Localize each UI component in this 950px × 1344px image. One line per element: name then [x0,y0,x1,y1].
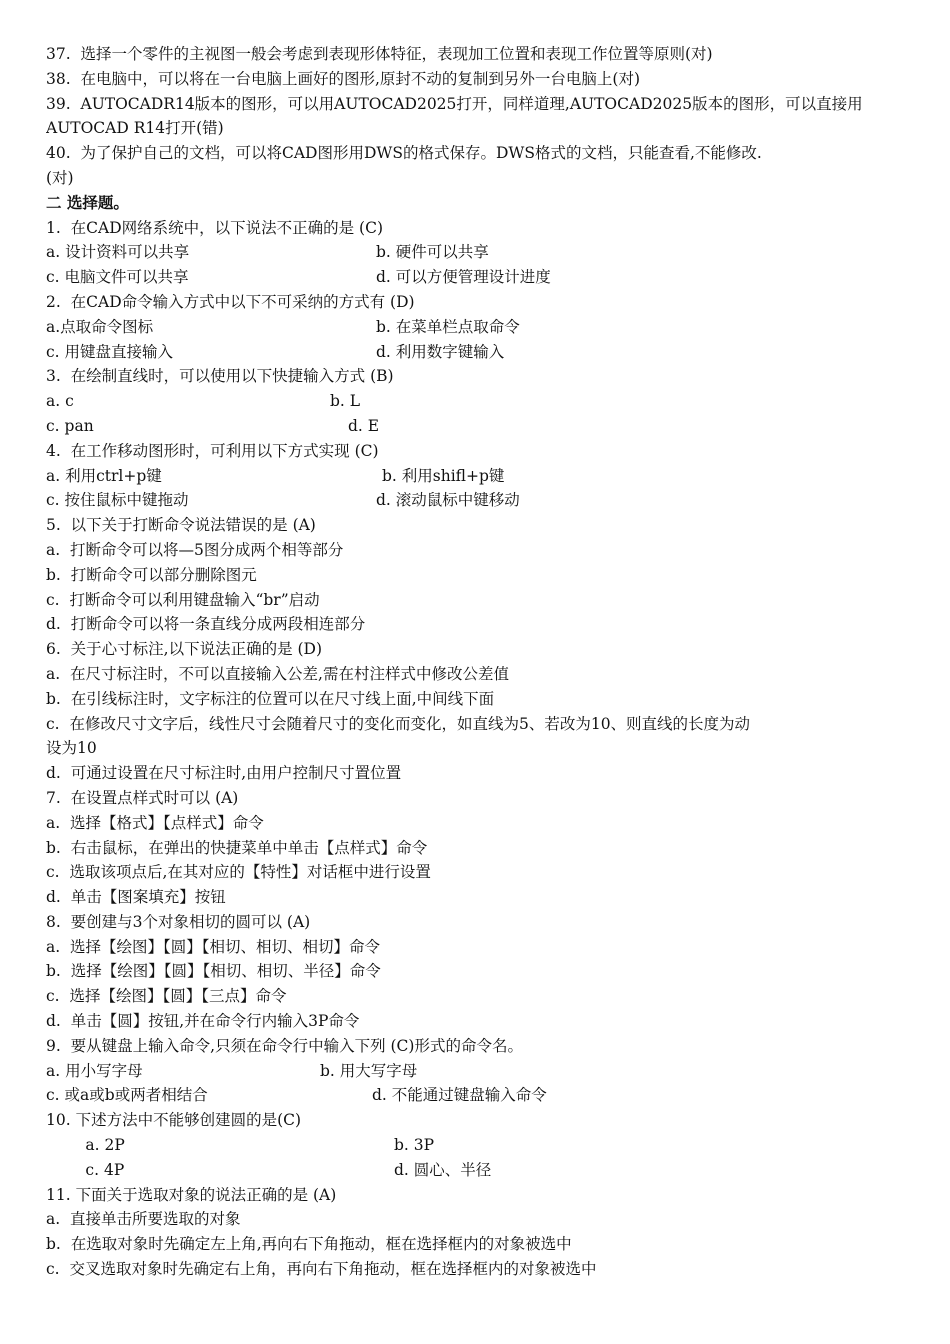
text-line: d. 单击【图案填充】按钮 [46,888,226,907]
text-line: 4. 在工作移动图形时，可利用以下方式实现 (C) [46,441,379,460]
text-line: b. 右击鼠标，在弹出的快捷菜单中单击【点样式】命令 [46,838,428,857]
text-line: d. 可通过设置在尺寸标注时,由用户控制尺寸置位置 [46,764,402,783]
option-row [46,315,920,340]
option-left: a. c [46,392,74,411]
option-row [46,464,920,489]
option-left: a. 2P [46,1136,125,1155]
option-right: d. 圆心、半径 [394,1160,492,1179]
text-line: c. 交叉选取对象时先确定右上角，再向右下角拖动，框在选择框内的对象被选中 [46,1260,597,1279]
option-row [46,1083,920,1108]
text-line: a. 选择【绘图】【圆】【相切、相切、相切】命令 [46,937,381,956]
text-line: b. 在选取对象时先确定左上角,再向右下角拖动，框在选择框内的对象被选中 [46,1235,572,1254]
text-line: c. 选择【绘图】【圆】【三点】命令 [46,987,287,1006]
text-line: a. 在尺寸标注时，不可以直接输入公差,需在村注样式中修改公差值 [46,664,509,683]
option-row [46,1059,920,1084]
option-left: a. 用小写字母 [46,1061,143,1080]
text-line: 40. 为了保护自己的文档，可以将CAD图形用DWS的格式保存。DWS格式的文档，只能查看,不能修改. [46,144,762,163]
text-line: (对) [46,168,74,187]
option-right: d. 可以方便管理设计进度 [376,268,551,287]
option-row [46,389,920,414]
text-line: 7. 在设置点样式时可以 (A) [46,788,239,807]
text-line: 3. 在绘制直线时，可以使用以下快捷输入方式 (B) [46,367,394,386]
option-row [46,488,920,513]
option-left: a. 设计资料可以共享 [46,243,190,262]
option-right: d. 滚动鼠标中键移动 [376,491,520,510]
option-row [46,1158,920,1183]
option-row [46,414,920,439]
text-line: d. 打断命令可以将一条直线分成两段相连部分 [46,615,366,634]
option-left: a.点取命令图标 [46,317,154,336]
option-right: d. E [348,416,380,435]
text-line: b. 打断命令可以部分删除图元 [46,565,257,584]
text-line: 1. 在CAD网络系统中，以下说法不正确的是 (C) [46,218,384,237]
text-line: c. 选取该项点后,在其对应的【特性】对话框中进行设置 [46,863,431,882]
option-row [46,240,920,265]
option-right: b. 利用shifl+p键 [382,466,505,485]
text-line: 6. 关于心寸标注,以下说法正确的是 (D) [46,640,323,659]
option-left: c. 电脑文件可以共享 [46,268,189,287]
option-right: b. 在菜单栏点取命令 [376,317,520,336]
text-line: 5. 以下关于打断命令说法错误的是 (A) [46,516,316,535]
text-line: 11. 下面关于选取对象的说法正确的是 (A) [46,1185,337,1204]
section-heading: 二 选择题。 [46,192,129,212]
text-line: AUTOCAD R14打开(错) [46,119,224,138]
text-line: d. 单击【圆】按钮,并在命令行内输入3P命令 [46,1012,360,1031]
option-right: d. 不能通过键盘输入命令 [372,1086,547,1105]
option-row [46,340,920,365]
text-line: c. 打断命令可以利用键盘输入“br”启动 [46,590,320,609]
option-right: b. L [330,392,361,411]
text-line: 37. 选择一个零件的主视图一般会考虑到表现形体特征，表现加工位置和表现工作位置等原则(对) [46,45,713,63]
text-line: 39. AUTOCADR14版本的图形，可以用AUTOCAD2025打开，同样道理,AUTOCAD2025版本的图形，可以直接用 [46,94,863,113]
option-row [46,265,920,290]
option-left: c. 4P [46,1160,125,1179]
text-line: 10. 下述方法中不能够创建圆的是(C) [46,1111,302,1130]
text-line: a. 打断命令可以将—5图分成两个相等部分 [46,540,344,559]
option-right: b. 硬件可以共享 [376,243,489,262]
option-left: a. 利用ctrl+p键 [46,466,162,485]
text-line: b. 在引线标注时，文字标注的位置可以在尺寸线上面,中间线下面 [46,689,495,708]
text-line: a. 直接单击所要选取的对象 [46,1210,241,1229]
option-row [46,1133,920,1158]
text-line: c. 在修改尺寸文字后，线性尺寸会随着尺寸的变化而变化，如直线为5、若改为10、则直线的长度为动 [46,714,751,733]
text-line: a. 选择【格式】【点样式】命令 [46,813,264,832]
option-right: b. 用大写字母 [320,1061,418,1080]
text-line: 2. 在CAD命令输入方式中以下不可采纳的方式有 (D) [46,292,415,311]
option-left: c. pan [46,416,94,435]
text-line: 38. 在电脑中，可以将在一台电脑上画好的图形,原封不动的复制到另外一台电脑上(对) [46,69,641,88]
option-left: c. 用键盘直接输入 [46,342,174,361]
option-left: c. 按住鼠标中键拖动 [46,491,189,510]
text-line: b. 选择【绘图】【圆】【相切、相切、半径】命令 [46,962,381,981]
text-line: 设为10 [46,739,97,758]
option-right: b. 3P [394,1136,435,1155]
text-line: 9. 要从键盘上输入命令,只须在命令行中输入下列 (C)形式的命令名。 [46,1036,523,1055]
option-left: c. 或a或b或两者相结合 [46,1086,208,1105]
text-line: 8. 要创建与3个对象相切的圆可以 (A) [46,912,311,931]
option-right: d. 利用数字键输入 [376,342,505,361]
